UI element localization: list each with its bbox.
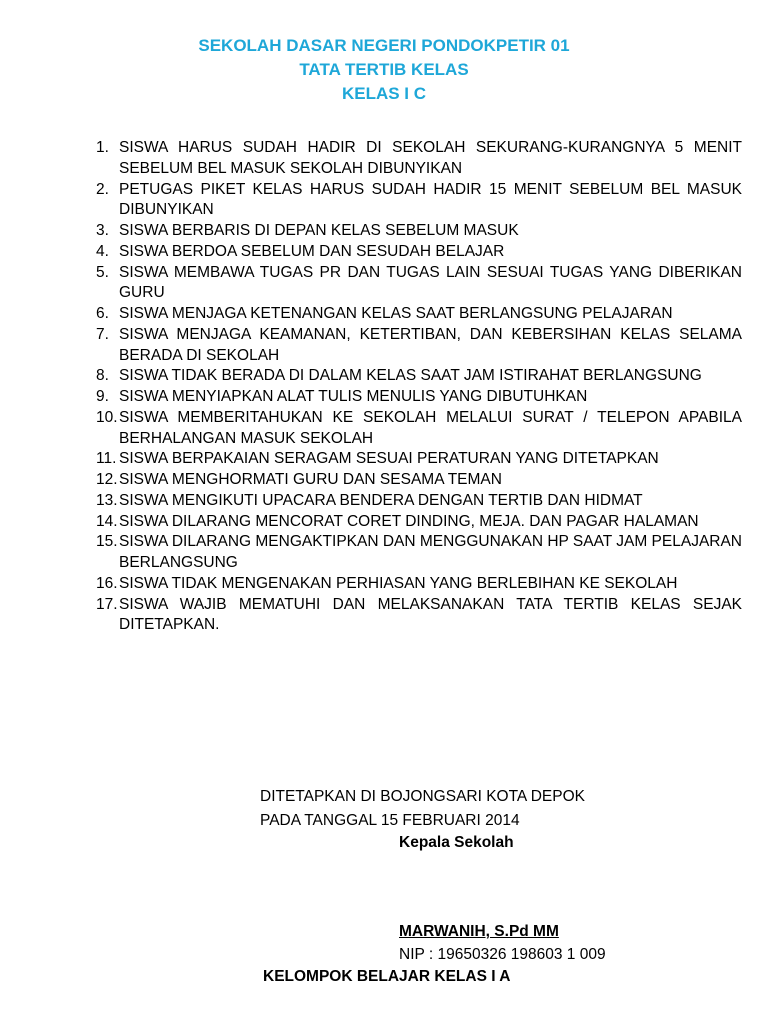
rule-text: PETUGAS PIKET KELAS HARUS SUDAH HADIR 15 MENIT SEBELUM BEL MASUK DIBUNYIKAN (119, 180, 742, 219)
rule-text: SISWA MEMBAWA TUGAS PR DAN TUGAS LAIN SESUAI TUGAS YANG DIBERIKAN GURU (119, 263, 742, 302)
rule-text: SISWA MENJAGA KETENANGAN KELAS SAAT BERLANGSUNG PELAJARAN (119, 305, 673, 322)
rule-number: 2. (96, 180, 109, 198)
rules-list (96, 138, 742, 636)
rule-text: SISWA DILARANG MENCORAT CORET DINDING, MEJA. DAN PAGAR HALAMAN (119, 512, 699, 530)
rule-item (96, 595, 742, 637)
rule-text: SISWA MENGHORMATI GURU DAN SESAMA TEMAN (119, 471, 502, 488)
signatory-nip: NIP : 19650326 198603 1 009 (399, 946, 606, 963)
rule-text: SISWA MEMBERITAHUKAN KE SEKOLAH MELALUI SURAT / TELEPON APABILA BERHALANGAN MASUK SEKOLAH (119, 408, 742, 447)
rule-item (96, 180, 742, 222)
rule-number: 1. (96, 139, 109, 156)
rule-item (96, 491, 742, 512)
rule-number: 7. (96, 325, 109, 343)
study-group: KELOMPOK BELAJAR KELAS I A (263, 968, 511, 985)
rule-text: SISWA MENJAGA KEAMANAN, KETERTIBAN, DAN KEBERSIHAN KELAS SELAMA BERADA DI SEKOLAH (119, 325, 742, 364)
rule-item (96, 325, 742, 367)
class-name: KELAS I C (341, 84, 427, 103)
rule-text: SISWA BERDOA SEBELUM DAN SESUDAH BELAJAR (119, 242, 505, 260)
rule-number: 4. (96, 242, 109, 260)
rule-item (96, 532, 742, 574)
rule-text: SISWA TIDAK BERADA DI DALAM KELAS SAAT JAM ISTIRAHAT BERLANGSUNG (119, 367, 702, 385)
rule-item (96, 574, 742, 595)
rule-item (96, 138, 742, 180)
rule-item (96, 366, 742, 387)
rule-number: 8. (96, 367, 109, 385)
signatory-role: Kepala Sekolah (399, 834, 514, 851)
date-of-issue: PADA TANGGAL 15 FEBRUARI 2014 (260, 812, 520, 829)
rule-item (96, 221, 742, 242)
rule-item (96, 470, 742, 491)
rule-number: 17. (96, 595, 118, 613)
rule-item (96, 408, 742, 450)
document-title: TATA TERTIB KELAS (299, 60, 469, 79)
rule-item (96, 242, 742, 263)
rule-number: 13. (96, 491, 118, 509)
rule-number: 16. (96, 574, 118, 592)
rule-text: SISWA BERBARIS DI DEPAN KELAS SEBELUM MASUK (119, 222, 519, 239)
rule-text: SISWA MENYIAPKAN ALAT TULIS MENULIS YANG DIBUTUHKAN (119, 388, 588, 405)
rule-number: 10. (96, 408, 118, 426)
document-header (0, 34, 768, 106)
rule-text: SISWA WAJIB MEMATUHI DAN MELAKSANAKAN TATA TERTIB KELAS SEJAK DITETAPKAN. (119, 595, 742, 634)
place-of-issue: DITETAPKAN DI BOJONGSARI KOTA DEPOK (260, 788, 585, 805)
rule-text: SISWA MENGIKUTI UPACARA BENDERA DENGAN TERTIB DAN HIDMAT (119, 491, 643, 509)
rule-number: 14. (96, 512, 118, 530)
rule-item (96, 304, 742, 325)
rule-item (96, 449, 742, 470)
rule-item (96, 387, 742, 408)
school-name: SEKOLAH DASAR NEGERI PONDOKPETIR 01 (198, 36, 570, 55)
rule-item (96, 263, 742, 305)
rule-number: 5. (96, 263, 109, 281)
rule-number: 15. (96, 533, 118, 551)
rule-text: SISWA DILARANG MENGAKTIPKAN DAN MENGGUNAKAN HP SAAT JAM PELAJARAN BERLANGSUNG (119, 533, 743, 571)
rule-item (96, 512, 742, 533)
rule-number: 12. (96, 471, 118, 488)
rule-number: 3. (96, 222, 109, 239)
rule-text: SISWA HARUS SUDAH HADIR DI SEKOLAH SEKURANG-KURANGNYA 5 MENIT SEBELUM BEL MASUK SEKOLAH DIBUNYIKAN (119, 139, 742, 177)
rule-number: 6. (96, 305, 109, 322)
signatory-name: MARWANIH, S.Pd MM (399, 923, 559, 940)
rule-number: 9. (96, 388, 109, 405)
rule-text: SISWA TIDAK MENGENAKAN PERHIASAN YANG BERLEBIHAN KE SEKOLAH (119, 574, 678, 592)
rule-number: 11. (96, 450, 117, 468)
rule-text: SISWA BERPAKAIAN SERAGAM SESUAI PERATURAN YANG DITETAPKAN (119, 450, 659, 468)
